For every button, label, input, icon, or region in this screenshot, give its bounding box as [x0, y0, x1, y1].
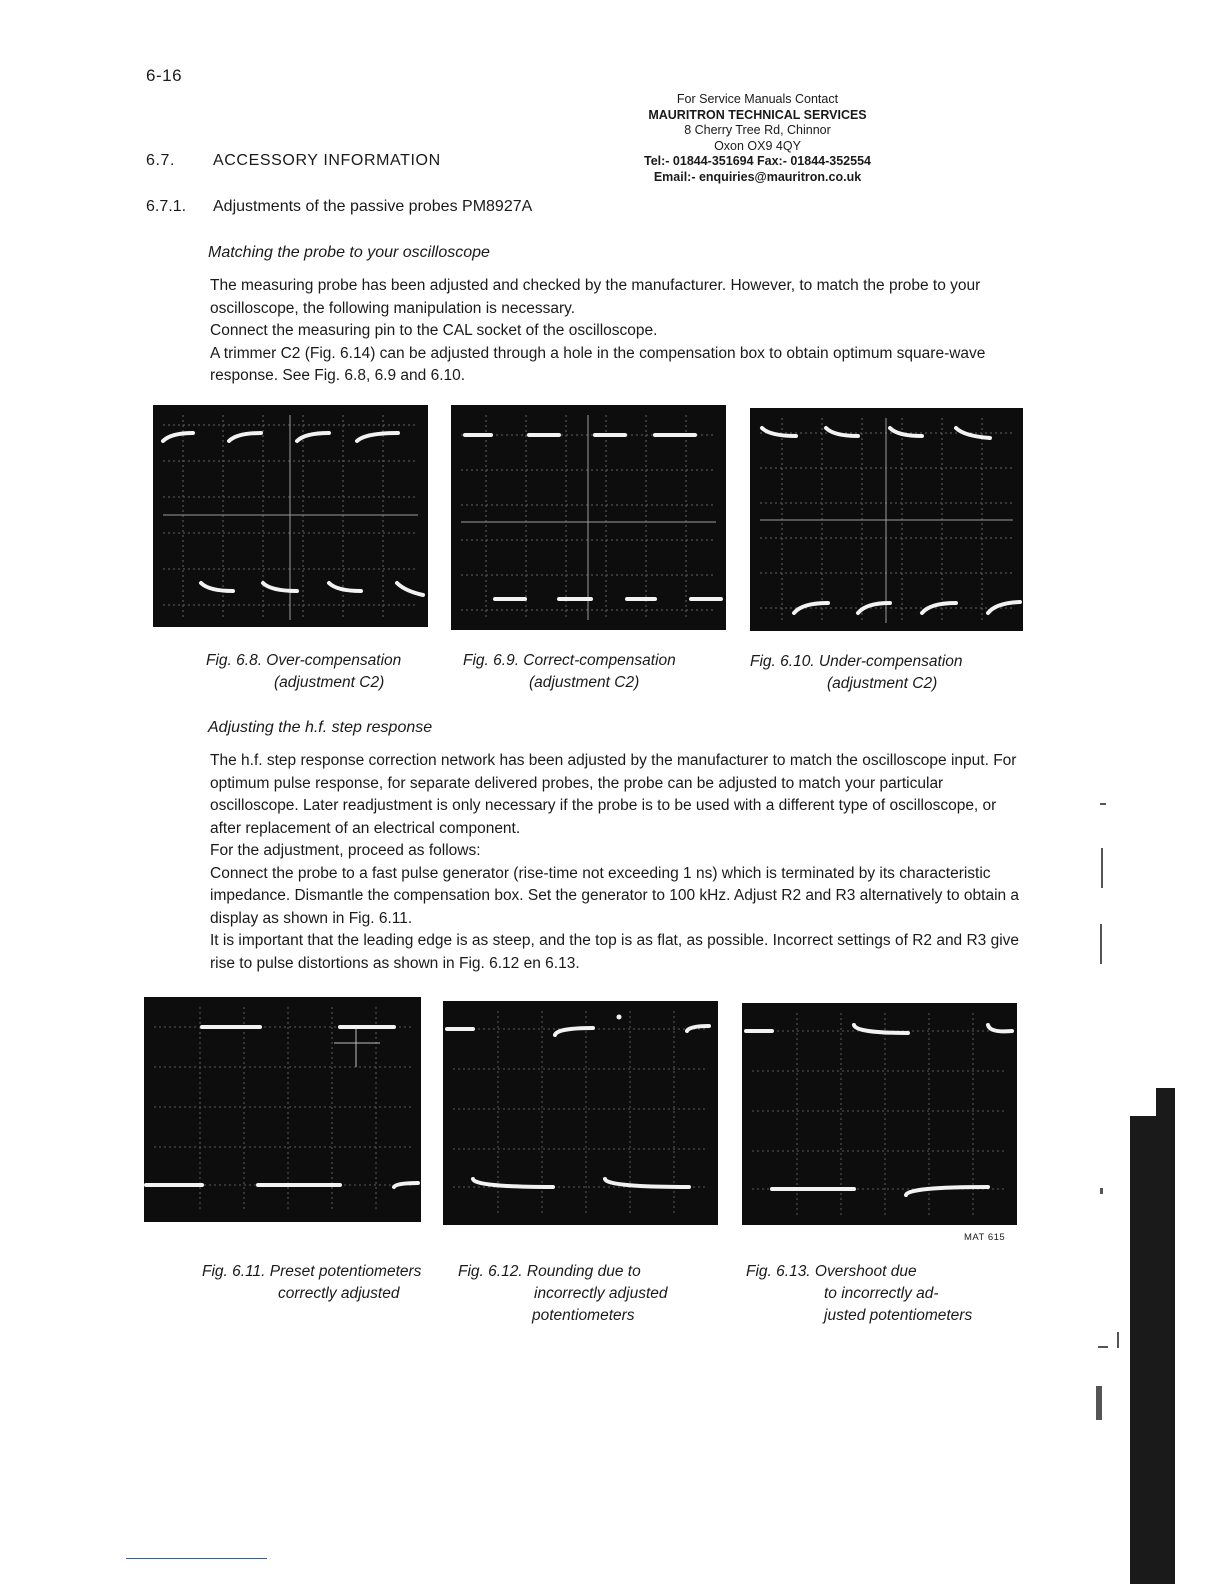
caption-fig-6-13-line-1: Fig. 6.13. Overshoot due	[746, 1263, 917, 1280]
caption-fig-6-8-line-1: Fig. 6.8. Over-compensation	[206, 652, 402, 669]
caption-fig-6-13-line-2: to incorrectly ad-	[824, 1285, 939, 1302]
section-title: ACCESSORY INFORMATION	[213, 152, 441, 169]
scan-mark	[1100, 924, 1102, 964]
scope-photo-under-compensation	[750, 408, 1023, 631]
caption-fig-6-9-line-1: Fig. 6.9. Correct-compensation	[463, 652, 676, 669]
scope-trace-correctly-adjusted	[144, 997, 421, 1222]
scope-photo-overshoot	[742, 1003, 1017, 1225]
scope-trace-rounding	[443, 1001, 718, 1225]
caption-fig-6-12-line-3: potentiometers	[532, 1307, 635, 1324]
caption-fig-6-12	[458, 1261, 668, 1327]
matching-heading: Matching the probe to your oscilloscope	[208, 244, 490, 261]
hf-heading: Adjusting the h.f. step response	[208, 719, 433, 736]
scan-mark	[1117, 1332, 1119, 1348]
contact-company: MAURITRON TECHNICAL SERVICES	[648, 107, 867, 122]
caption-fig-6-12-line-2: incorrectly adjusted	[534, 1285, 668, 1302]
contact-phone: Tel:- 01844-351694 Fax:- 01844-352554	[643, 154, 871, 168]
caption-fig-6-13	[746, 1261, 972, 1327]
scope-trace-over-compensation	[153, 405, 428, 627]
subsection-title: Adjustments of the passive probes PM8927A	[213, 198, 533, 215]
caption-fig-6-11-line-2: correctly adjusted	[278, 1285, 400, 1302]
hf-line-2: For the adjustment, proceed as follows:	[210, 842, 481, 859]
caption-fig-6-9	[463, 650, 676, 694]
scope-photo-rounding	[443, 1001, 718, 1225]
subsection-heading	[0, 198, 700, 220]
caption-fig-6-10-line-1: Fig. 6.10. Under-compensation	[750, 653, 963, 670]
scope-trace-under-compensation	[750, 408, 1023, 631]
caption-fig-6-11-line-1: Fig. 6.11. Preset potentiometers	[202, 1263, 422, 1280]
scan-edge-shadow	[1130, 1088, 1175, 1584]
hf-line-3: Connect the probe to a fast pulse generator (rise-time not exceeding 1 ns) which is terminated by its characteristic impedance. Dismantle the compensation box. Set the generator to 100 kHz. Adjust R2 and R3 alternatively to obtain a display as shown in Fig. 6.11.	[210, 864, 1020, 927]
matching-line-3: A trimmer C2 (Fig. 6.14) can be adjusted through a hole in the compensation box to obtain optimum square-wave response. See Fig. 6.8, 6.9 and 6.10.	[210, 344, 986, 384]
hf-line-1: The h.f. step response correction network has been adjusted by the manufacturer to match the oscilloscope input. For optimum pulse response, for separate delivered probes, the probe can be adjusted to match your particular oscilloscope. Later readjustment is only necessary if the probe is to be used with a different type of oscilloscope, or after replacement of an electrical component.	[210, 752, 1017, 837]
contact-address-1: 8 Cherry Tree Rd, Chinnor	[684, 123, 831, 137]
contact-line-1: For Service Manuals Contact	[676, 92, 839, 106]
hf-paragraph	[210, 750, 1020, 975]
scan-mark	[1098, 1346, 1108, 1348]
subsection-number: 6.7.1.	[146, 198, 187, 215]
matching-line-1: The measuring probe has been adjusted and checked by the manufacturer. However, to match the probe to your oscilloscope, the following manipulation is necessary.	[210, 277, 981, 317]
scope-trace-correct-compensation	[451, 405, 726, 630]
contact-email: Email:- enquiries@mauritron.co.uk	[653, 169, 862, 184]
page-number: 6-16	[146, 66, 183, 85]
matching-line-2: Connect the measuring pin to the CAL socket of the oscilloscope.	[210, 322, 658, 339]
scan-mark	[1100, 1188, 1103, 1194]
scope-photo-correctly-adjusted	[144, 997, 421, 1222]
matching-paragraph	[210, 275, 1020, 388]
caption-fig-6-13-line-3: justed potentiometers	[824, 1307, 973, 1324]
caption-fig-6-10	[750, 651, 963, 695]
section-heading	[0, 152, 700, 174]
footer-rule	[126, 1558, 267, 1559]
caption-fig-6-10-line-2: (adjustment C2)	[827, 675, 938, 692]
scan-mark	[1100, 803, 1106, 805]
caption-fig-6-9-line-2: (adjustment C2)	[529, 674, 640, 691]
scan-edge-notch	[1130, 1088, 1156, 1116]
caption-fig-6-8	[206, 650, 401, 694]
scope-photo-correct-compensation	[451, 405, 726, 630]
scan-mark	[1096, 1386, 1102, 1420]
scope-trace-overshoot	[742, 1003, 1017, 1225]
caption-fig-6-8-line-2: (adjustment C2)	[274, 674, 385, 691]
scope-photo-over-compensation	[153, 405, 428, 627]
hf-line-4: It is important that the leading edge is as steep, and the top is as flat, as possible. Incorrect settings of R2 and R3 give rise to pulse distortions as shown in Fig. 6.12 en 6.13.	[210, 932, 1020, 972]
caption-fig-6-11	[202, 1261, 421, 1305]
scan-mark	[1101, 848, 1103, 888]
drawing-reference: MAT 615	[964, 1232, 1006, 1243]
caption-fig-6-12-line-1: Fig. 6.12. Rounding due to	[458, 1263, 641, 1280]
contact-address-2: Oxon OX9 4QY	[714, 138, 801, 153]
section-number: 6.7.	[146, 152, 176, 169]
